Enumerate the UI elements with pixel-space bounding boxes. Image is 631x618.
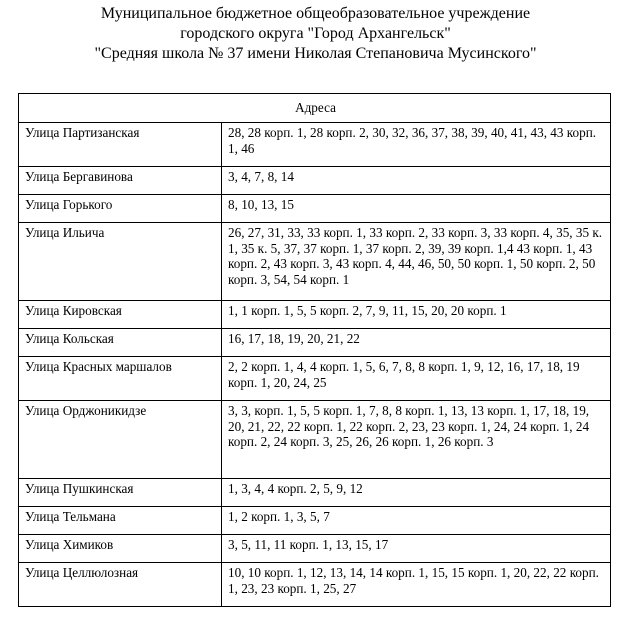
house-numbers: 3, 3, корп. 1, 5, 5 корп. 1, 7, 8, 8 корп. 1, 13, 13 корп. 1, 17, 18, 19, 20, 21, 22, 22 корп. 1, 22 корп. 2, 23, 23 корп. 1, 24, 24 корп. 1, 24 корп. 2, 24 корп. 3, 25, 26, 26 корп. 1, 26 корп. 3 <box>222 400 611 478</box>
house-numbers: 3, 5, 11, 11 корп. 1, 13, 15, 17 <box>222 534 611 562</box>
table-row <box>19 400 611 478</box>
table-row <box>19 356 611 400</box>
street-name: Улица Орджоникидзе <box>19 400 222 478</box>
house-numbers: 10, 10 корп. 1, 12, 13, 14, 14 корп. 1, 15, 15 корп. 1, 20, 22, 22 корп. 1, 23, 23 корп. 1, 25, 27 <box>222 562 611 606</box>
house-numbers: 28, 28 корп. 1, 28 корп. 2, 30, 32, 36, 37, 38, 39, 40, 41, 43, 43 корп. 1, 46 <box>222 122 611 166</box>
table-row <box>19 122 611 166</box>
street-name: Улица Ильича <box>19 222 222 300</box>
header-line-3: "Средняя школа № 37 имени Николая Степановича Мусинского" <box>94 45 537 62</box>
house-numbers: 2, 2 корп. 1, 4, 4 корп. 1, 5, 6, 7, 8, 8 корп. 1, 9, 12, 16, 17, 18, 19 корп. 1, 20, 24, 25 <box>222 356 611 400</box>
table-row <box>19 506 611 534</box>
table-row <box>19 166 611 194</box>
street-name: Улица Пушкинская <box>19 478 222 506</box>
house-numbers: 26, 27, 31, 33, 33 корп. 1, 33 корп. 2, 33 корп. 3, 33 корп. 4, 35, 35 к. 1, 35 к. 5, 37, 37 корп. 1, 37 корп. 2, 39, 39 корп. 1,4 43 корп. 1, 43 корп. 2, 43 корп. 3, 43 корп. 4, 44, 46, 50, 50 корп. 1, 50 корп. 2, 50 корп. 3, 54, 54 корп. 1 <box>222 222 611 300</box>
street-name: Улица Красных маршалов <box>19 356 222 400</box>
street-name: Улица Тельмана <box>19 506 222 534</box>
table-row <box>19 478 611 506</box>
house-numbers: 3, 4, 7, 8, 14 <box>222 166 611 194</box>
document-header <box>0 4 631 64</box>
house-numbers: 8, 10, 13, 15 <box>222 194 611 222</box>
house-numbers: 1, 3, 4, 4 корп. 2, 5, 9, 12 <box>222 478 611 506</box>
header-line-1: Муниципальное бюджетное общеобразовательное учреждение <box>100 5 531 22</box>
house-numbers: 1, 1 корп. 1, 5, 5 корп. 2, 7, 9, 11, 15, 20, 20 корп. 1 <box>222 300 611 328</box>
table-header-row <box>19 94 611 123</box>
street-name: Улица Химиков <box>19 534 222 562</box>
table-row <box>19 222 611 300</box>
table-row <box>19 534 611 562</box>
table-row <box>19 300 611 328</box>
house-numbers: 1, 2 корп. 1, 3, 5, 7 <box>222 506 611 534</box>
table-row <box>19 562 611 606</box>
address-table <box>18 93 611 607</box>
header-line-2: городского округа "Город Архангельск" <box>180 25 451 42</box>
table-row <box>19 194 611 222</box>
street-name: Улица Горького <box>19 194 222 222</box>
street-name: Улица Кировская <box>19 300 222 328</box>
street-name: Улица Целлюлозная <box>19 562 222 606</box>
house-numbers: 16, 17, 18, 19, 20, 21, 22 <box>222 328 611 356</box>
street-name: Улица Бергавинова <box>19 166 222 194</box>
table-caption: Адреса <box>19 94 611 123</box>
street-name: Улица Партизанская <box>19 122 222 166</box>
street-name: Улица Кольская <box>19 328 222 356</box>
table-row <box>19 328 611 356</box>
